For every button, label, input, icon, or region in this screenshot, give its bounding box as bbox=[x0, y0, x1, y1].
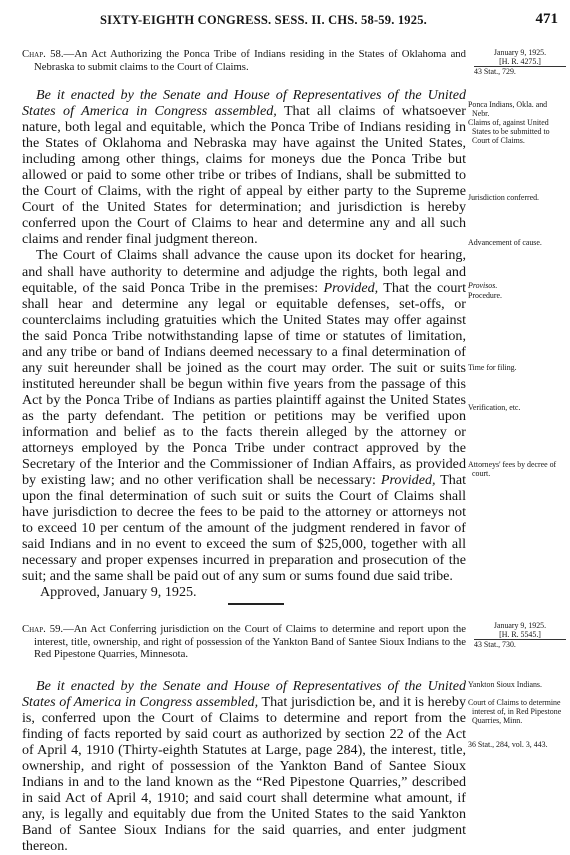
running-header: SIXTY-EIGHTH CONGRESS. SESS. II. CHS. 58-59. 1925. bbox=[100, 13, 427, 27]
proviso-2: Provided, bbox=[380, 472, 436, 489]
chapter-58-title: —An Act Authorizing the Ponca Tribe of Indians residing in the States of Oklahoma and Nebraska to submit claims to the Court of Claims. bbox=[34, 48, 466, 73]
chapter-58-date-block bbox=[474, 48, 566, 77]
chapter-59-date-block bbox=[474, 621, 566, 650]
margin-note-time: Time for filing. bbox=[468, 363, 517, 372]
chapter-59-date: January 9, 1925. bbox=[493, 621, 547, 630]
margin-note-verification: Verification, etc. bbox=[468, 403, 521, 412]
chapter-58-bill: [H. R. 4275.] bbox=[474, 57, 566, 67]
margin-note-claims: Claims of, against United States to be submitted to Court of Claims. bbox=[468, 118, 550, 146]
chapter-58-section-1: Be it enacted by the Senate and House of Representatives of the United States of America in Congress assembled, That all claims of whatsoever nature, both legal and equitable, which the Ponca Tribe of Indians residing in the States of Oklahoma and Nebraska may have against the United States, including among other things, claims for moneys due the Ponca Tribe but allowed or paid to some other tribe or tribes of Indians, shall be submitted to the Court of Claims, with the right of appeal by either party to the Supreme Court of the United States for determination; and jurisdiction is hereby conferred upon the Court of Claims to hear and determine any and all such claims and render final judgment thereon. bbox=[22, 87, 466, 248]
approval-line: Approved, January 9, 1925. bbox=[40, 584, 197, 601]
chapter-59-statute-ref: 43 Stat., 730. bbox=[474, 640, 516, 650]
chapter-58-statute-ref: 43 Stat., 729. bbox=[474, 67, 516, 77]
chapter-59-heading bbox=[22, 623, 466, 661]
chapter-58-section-2: The Court of Claims shall advance the cause upon its docket for hearing, and shall have authority to determine and adjudge the rights, both legal and equitable, of the said Ponca Tribe in the premises: Provided, That the court shall hear and determine any legal or equitable defenses, set-offs, or counterclaims including gratuities which the United States may offer against the said Ponca Tribe notwithstanding lapse of time or statutes of limitation, and any tribe or band of Indians deemed necessary to a final determination of any suit hereunder shall be joined as the court may order. The suit or suits instituted hereunder shall be begun within five years from the passage of this Act by the Ponca Tribe of Indians as parties plaintiff against the United States as the party defendant. The petition or petitions may be verified upon information and belief as to the facts therein alleged by the attorney or attorneys employed by the Ponca Tribe under contract approved by the Secretary of the Interior and the Commissioner of Indian Affairs, as provided by existing law; and no other verification shall be necessary: Provided, That upon the final determination of such suit or suits the Court of Claims shall have jurisdiction to decree the fees to be paid to the attorney or attorneys not to exceed 10 per centum of the amount of the judgment rendered in favor of said Indians and in no event to exceed the sum of $25,000, together with all necessary and proper expenses incurred in preparation and prosecution of the suit; and the same shall be paid out of any sum or sums found due said tribe. bbox=[22, 247, 466, 585]
chapter-59-bill: [H. R. 5545.] bbox=[474, 630, 566, 640]
margin-note-yankton: Yankton Sioux Indians. bbox=[468, 680, 542, 689]
chapter-58-date: January 9, 1925. bbox=[493, 48, 547, 57]
margin-note-procedure: Procedure. bbox=[468, 291, 502, 300]
chapter-59-title: —An Act Conferring jurisdiction on the Court of Claims to determine and report upon the interest, title, ownership, and right of possession of the Yankton Band of Santee Sioux Indians to the Red Pipestone Quarries, Minnesota. bbox=[34, 623, 466, 661]
chapter-59-body bbox=[22, 678, 466, 855]
margin-note-fees: Attorneys' fees by decree of court. bbox=[468, 460, 557, 479]
chapter-58-body bbox=[22, 87, 466, 600]
chapter-59-section-1: Be it enacted by the Senate and House of Representatives of the United States of America in Congress assembled, That jurisdiction be, and it is hereby is, conferred upon the Court of Claims to determine and report from the finding of facts reported by said court as authorized by section 22 of the Act of April 4, 1910 (Thirty-eighth Statutes at Large, page 284), the interest, title, ownership, and right of possession of the Yankton Band of Santee Sioux Indians in and to the land known as the “Red Pipestone Quarries,” described in said Act of April 4, 1910; and said court shall determine what amount, if any, is legally and equitably due from the United States to the said Yankton Band of Santee Sioux Indians for the said quarries, and enter judgment thereon. bbox=[22, 678, 466, 855]
proviso-1: Provided, bbox=[323, 279, 379, 296]
enacting-clause: Be it enacted by the Senate and House of Representatives of the United States of America in Congress assembled, bbox=[22, 87, 466, 120]
page-number: 471 bbox=[535, 11, 558, 27]
margin-note-court: Court of Claims to determine interest of, in Red Pipestone Quarries, Minn. bbox=[468, 698, 562, 726]
margin-note-provisos: Provisos. bbox=[468, 281, 498, 290]
chapter-divider bbox=[228, 603, 284, 605]
chapter-59-label: Chap. 59. bbox=[22, 623, 64, 635]
chapter-58-heading bbox=[22, 48, 466, 73]
chapter-58-label: Chap. 58. bbox=[22, 48, 64, 60]
margin-note-jurisdiction: Jurisdiction conferred. bbox=[468, 193, 539, 202]
margin-note-ponca: Ponca Indians, Okla. and Nebr. bbox=[468, 100, 548, 119]
margin-note-advancement: Advancement of cause. bbox=[468, 238, 542, 247]
margin-note-stat: 36 Stat., 284, vol. 3, 443. bbox=[468, 740, 548, 749]
